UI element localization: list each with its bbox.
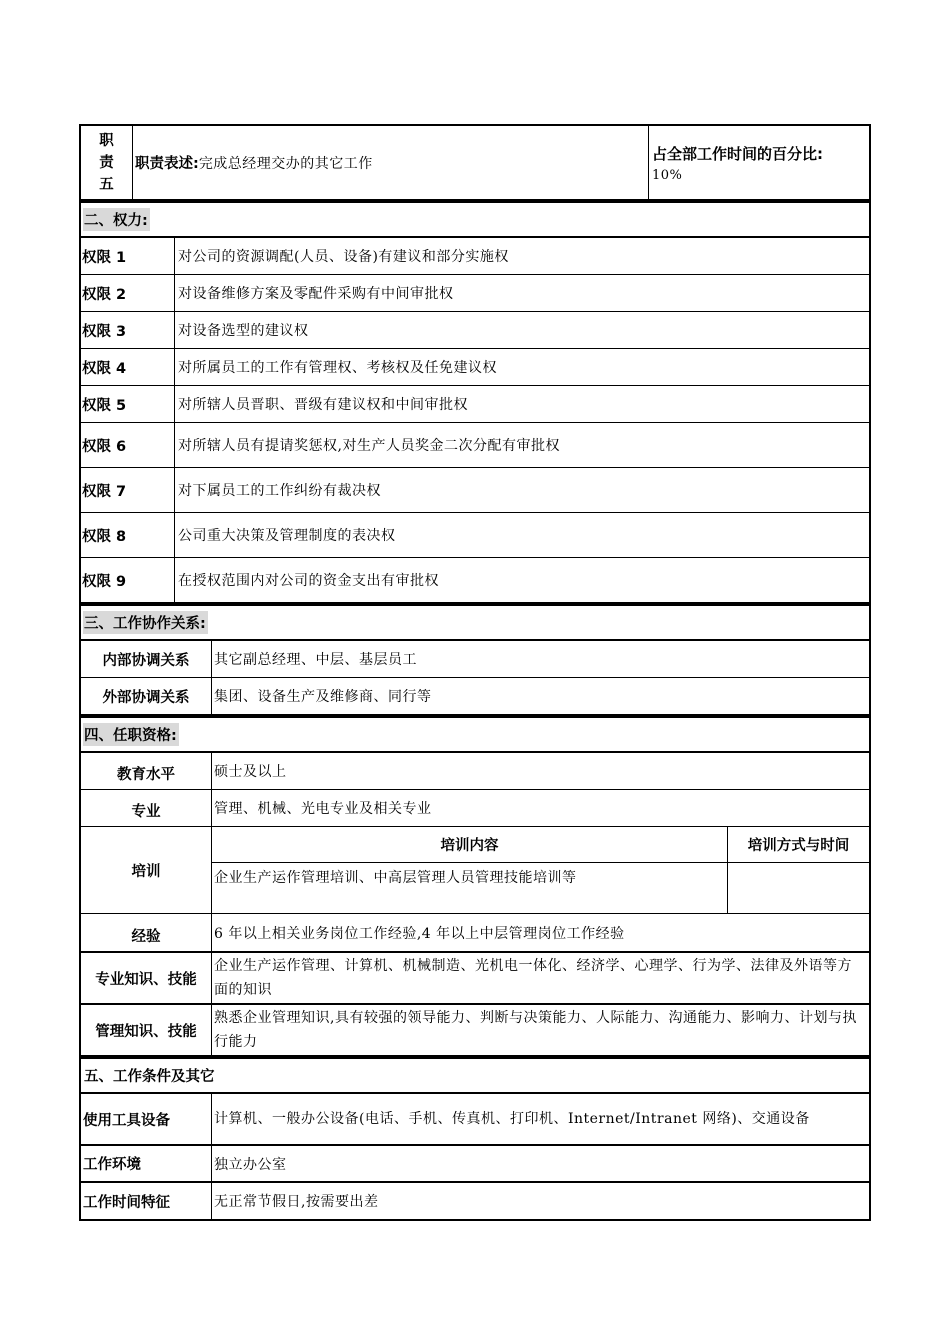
power-row [81,467,869,512]
section-title: 五、工作条件及其它 [84,1069,215,1085]
power-label: 权限 3 [82,323,127,340]
training-content-text: 企业生产运作管理培训、中高层管理人员管理技能培训等 [214,870,577,886]
experience-label: 经验 [131,929,161,945]
power-label: 权限 4 [82,360,127,377]
management-skills-label: 管理知识、技能 [95,1023,197,1040]
internal-coordination-label: 内部协调关系 [102,652,190,669]
duty-description-label: 职责表述: [135,156,199,172]
section-header-qualification [81,716,869,751]
tools-label: 使用工具设备 [83,1112,170,1129]
power-text: 对所辖人员有提请奖惩权,对生产人员奖金二次分配有审批权 [174,423,869,467]
power-label: 权限 7 [82,483,127,500]
power-row [81,512,869,557]
power-row [81,348,869,385]
conditions-section [79,1057,871,1221]
training-grid [211,827,869,913]
internal-coordination-text: 其它副总经理、中层、基层员工 [211,641,869,677]
section-header-conditions [81,1057,869,1092]
professional-skills-label: 专业知识、技能 [95,971,197,988]
section-title: 三、工作协作关系: [83,611,208,634]
time-percentage-value: 10% [652,167,683,183]
power-row [81,311,869,348]
section-header-power [81,201,869,236]
power-section [79,201,871,604]
major-text: 管理、机械、光电专业及相关专业 [211,790,869,826]
training-content-header: 培训内容 [440,838,499,854]
power-text: 对所辖人员晋职、晋级有建议权和中间审批权 [174,386,869,422]
training-label: 培训 [131,863,161,880]
training-method-header: 培训方式与时间 [727,827,869,862]
power-row [81,385,869,422]
power-label: 权限 5 [82,397,127,414]
work-time-text: 无正常节假日,按需要出差 [211,1183,869,1219]
power-label: 权限 1 [82,249,127,266]
education-text: 硕士及以上 [211,753,869,789]
power-text: 对公司的资源调配(人员、设备)有建议和部分实施权 [174,238,869,274]
power-list [81,236,869,602]
external-coordination-label: 外部协调关系 [102,689,190,706]
power-label: 权限 2 [82,286,127,303]
duty-description-text: 完成总经理交办的其它工作 [198,155,373,172]
major-label: 专业 [131,804,161,820]
environment-label: 工作环境 [83,1157,141,1173]
professional-skills-text: 企业生产运作管理、计算机、机械制造、光机电一体化、经济学、心理学、行为学、法律及外语等方面的知识 [211,953,869,1003]
experience-text: 6 年以上相关业务岗位工作经验,4 年以上中层管理岗位工作经验 [211,914,869,951]
cooperation-section [79,604,871,716]
power-text: 对设备选型的建议权 [174,312,869,348]
power-row [81,274,869,311]
duty-five-section [79,124,871,201]
section-title: 二、权力: [83,208,150,231]
job-description-table [79,124,871,1221]
training-method-text [727,863,869,913]
power-label: 权限 9 [82,573,127,590]
qualification-section [79,716,871,1057]
power-text: 公司重大决策及管理制度的表决权 [174,513,869,557]
power-label: 权限 8 [82,528,127,545]
section-title: 四、任职资格: [83,723,179,746]
power-row [81,557,869,602]
time-percentage [648,126,869,199]
external-coordination-text: 集团、设备生产及维修商、同行等 [211,678,869,714]
power-text: 在授权范围内对公司的资金支出有审批权 [174,558,869,602]
power-label: 权限 6 [82,438,127,455]
tools-text: 计算机、一般办公设备(电话、手机、传真机、打印机、Internet/Intranet 网络)、交通设备 [211,1094,869,1144]
work-time-label: 工作时间特征 [83,1194,170,1211]
environment-text: 独立办公室 [211,1146,869,1181]
time-percentage-label: 占全部工作时间的百分比: [652,144,823,163]
power-row [81,422,869,467]
power-text: 对设备维修方案及零配件采购有中间审批权 [174,275,869,311]
power-row [81,236,869,274]
management-skills-text: 熟悉企业管理知识,具有较强的领导能力、判断与决策能力、人际能力、沟通能力、影响力、计划与执行能力 [211,1005,869,1055]
education-label: 教育水平 [117,767,175,783]
power-text: 对下属员工的工作纠纷有裁决权 [174,468,869,512]
duty-five-label: 职 责 五 [99,132,114,193]
power-text: 对所属员工的工作有管理权、考核权及任免建议权 [174,349,869,385]
training-row [81,826,869,913]
section-header-cooperation [81,604,869,639]
duty-description [132,126,648,199]
